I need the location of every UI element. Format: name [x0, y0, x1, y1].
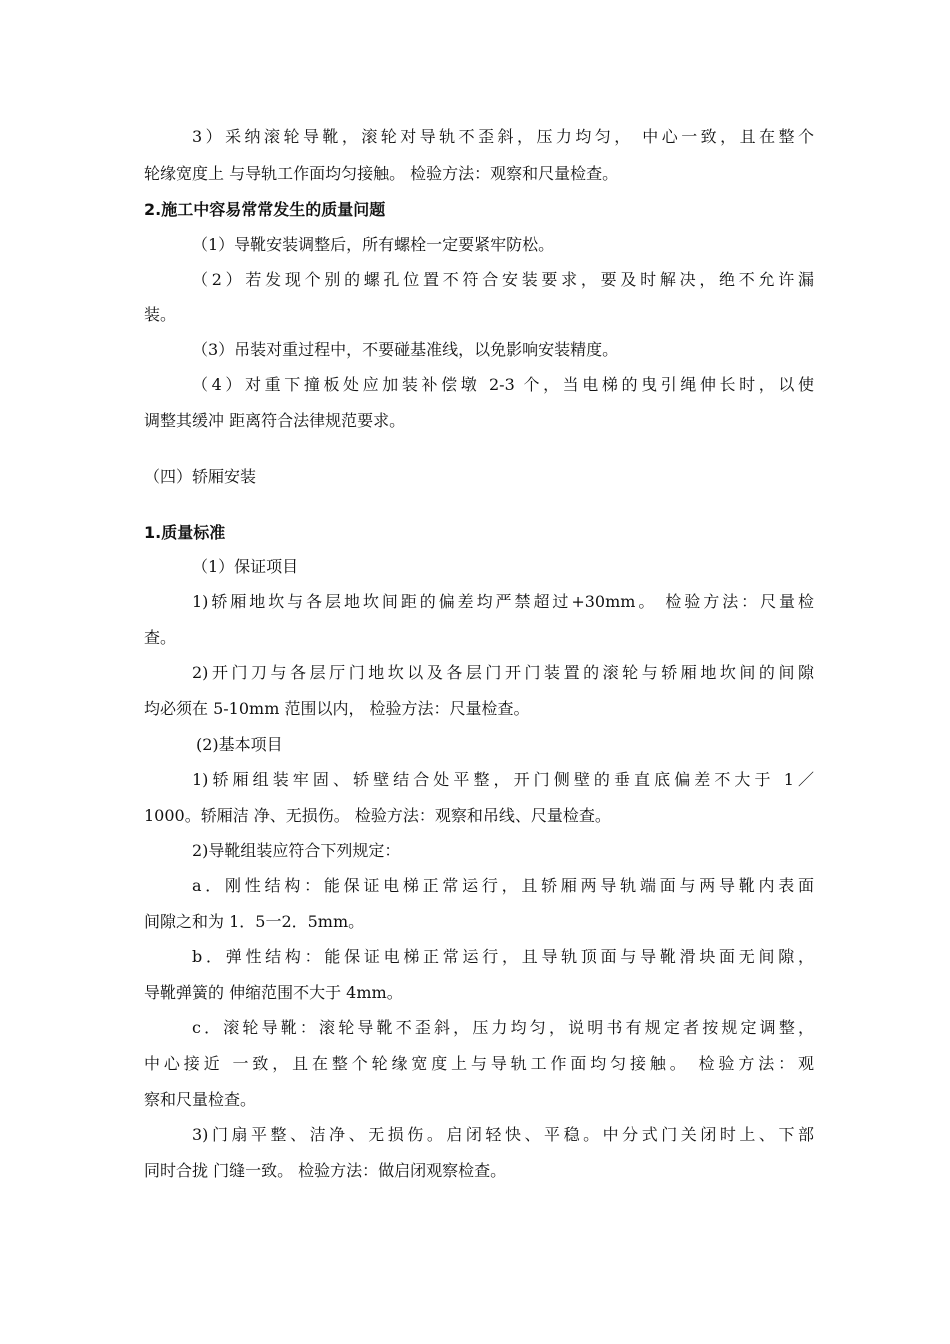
paragraph-line: 调整其缓冲 距离符合法律规范要求。 — [144, 411, 406, 430]
paragraph-line: b．弹性结构：能保证电梯正常运行，且导轨顶面与导靴滑块面无间隙， — [192, 947, 814, 966]
paragraph-line: （3）吊装对重过程中，不要碰基准线，以免影响安装精度。 — [192, 340, 619, 359]
paragraph-line: 1000。轿厢洁 净、无损伤。 检验方法：观察和吊线、尺量检查。 — [144, 806, 611, 825]
paragraph-line: c．滚轮导靴：滚轮导靴不歪斜，压力均匀，说明书有规定者按规定调整， — [192, 1018, 814, 1037]
paragraph-line: 3）采纳滚轮导靴，滚轮对导轨不歪斜，压力均匀， 中心一致，且在整个 — [192, 127, 814, 146]
paragraph-line: 导靴弹簧的 伸缩范围不大于 4mm。 — [144, 983, 403, 1002]
item-heading: （1）保证项目 — [192, 557, 299, 576]
paragraph-line: 察和尺量检查。 — [144, 1090, 257, 1109]
paragraph-line: 1)轿厢地坎与各层地坎间距的偏差均严禁超过+30mm。 检验方法：尺量检 — [192, 592, 814, 611]
paragraph-line: 2)导靴组装应符合下列规定： — [192, 841, 401, 860]
paragraph-line: 3)门扇平整、洁净、无损伤。启闭轻快、平稳。中分式门关闭时上、下部 — [192, 1125, 814, 1144]
paragraph-line: （2）若发现个别的螺孔位置不符合安装要求，要及时解决，绝不允许漏 — [192, 270, 814, 289]
paragraph-line: 间隙之和为 1．5一2．5mm。 — [144, 912, 365, 931]
paragraph-line: 2)开门刀与各层厅门地坎以及各层门开门装置的滚轮与轿厢地坎间的间隙 — [192, 663, 814, 682]
paragraph-line: 同时合拢 门缝一致。 检验方法：做启闭观察检查。 — [144, 1161, 507, 1180]
section-heading: （四）轿厢安装 — [144, 467, 257, 486]
paragraph-line: 1)轿厢组装牢固、轿壁结合处平整，开门侧壁的垂直底偏差不大于 1／ — [192, 770, 814, 789]
paragraph-line: 中心接近 一致，且在整个轮缘宽度上与导轨工作面均匀接触。 检验方法：观 — [144, 1054, 814, 1073]
paragraph-line: （4）对重下撞板处应加装补偿墩 2-3 个，当电梯的曳引绳伸长时，以使 — [192, 375, 814, 394]
paragraph-line: 装。 — [144, 305, 177, 324]
item-heading: (2)基本项目 — [196, 735, 283, 754]
paragraph-line: 查。 — [144, 628, 177, 647]
paragraph-line: 均必须在 5-10mm 范围以内， 检验方法：尺量检查。 — [144, 699, 530, 718]
paragraph-line: a．刚性结构：能保证电梯正常运行，且轿厢两导轨端面与两导靴内表面 — [192, 876, 814, 895]
section-heading: 2.施工中容易常常发生的质量问题 — [144, 200, 386, 219]
subsection-heading: 1.质量标准 — [144, 523, 226, 542]
paragraph-line: （1）导靴安装调整后，所有螺栓一定要紧牢防松。 — [192, 235, 555, 254]
paragraph-line: 轮缘宽度上 与导轨工作面均匀接触。 检验方法：观察和尺量检查。 — [144, 164, 619, 183]
